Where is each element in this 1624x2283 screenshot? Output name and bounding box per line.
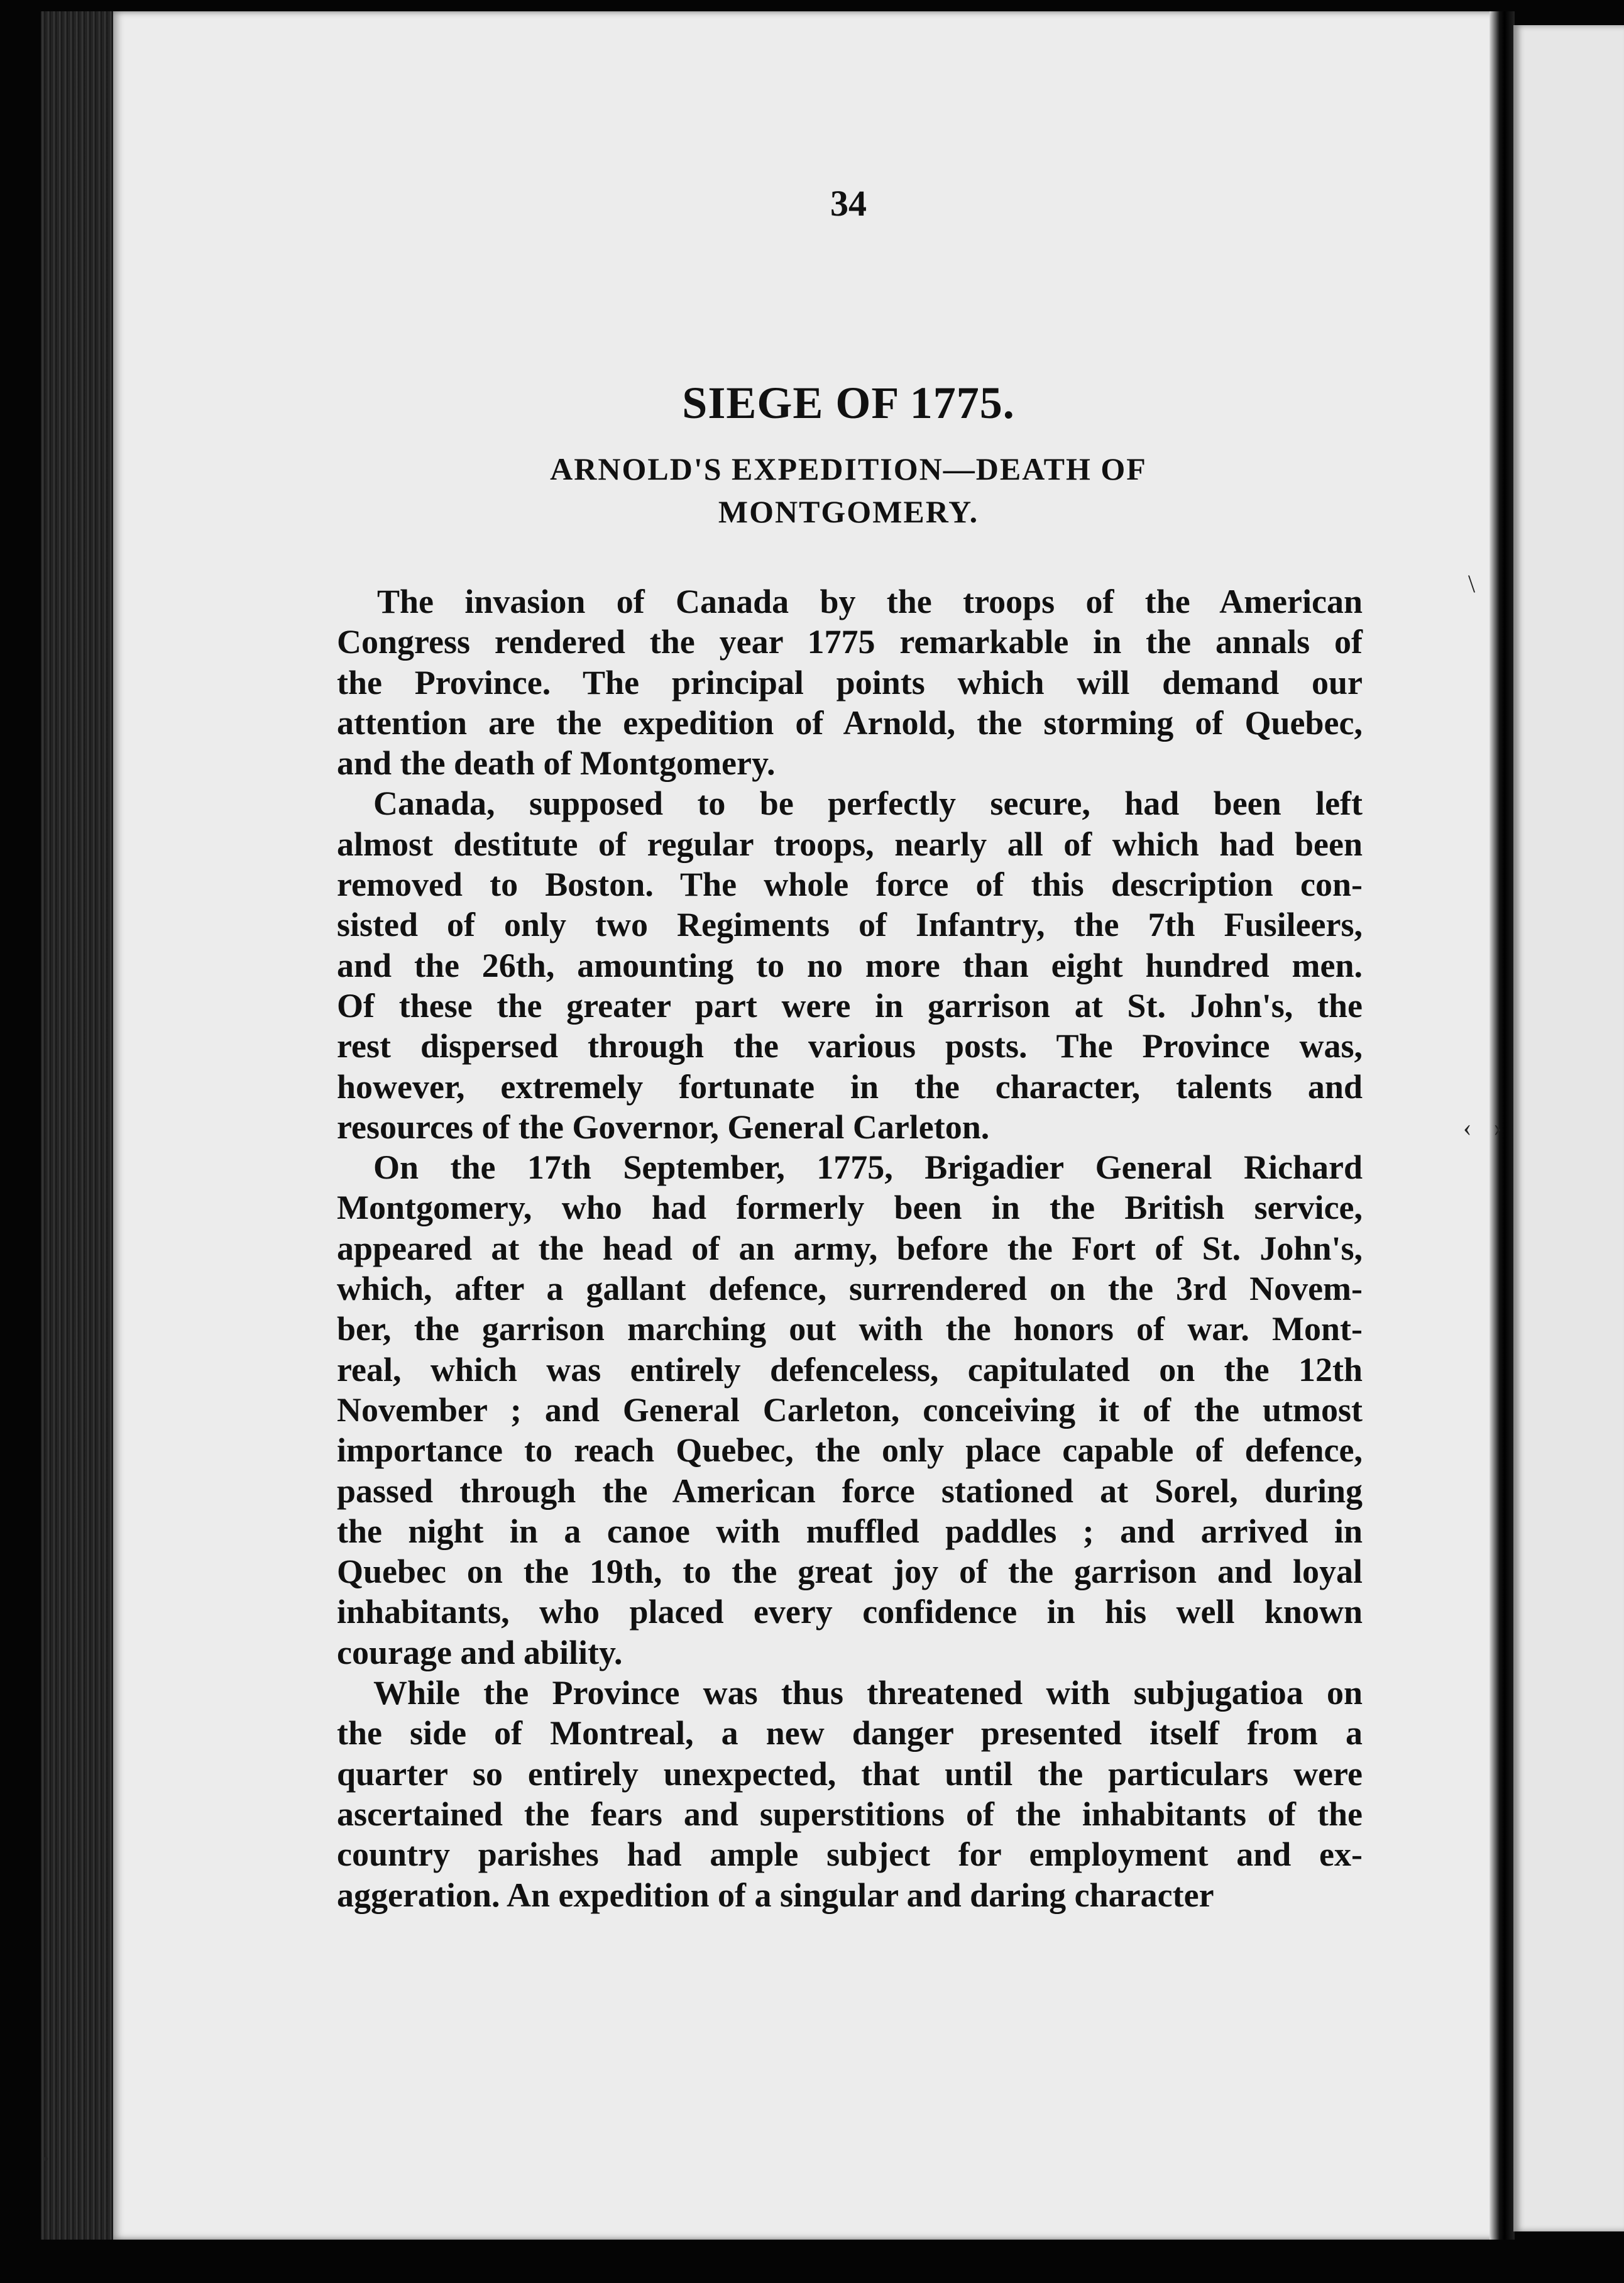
book-spine	[41, 11, 116, 2240]
text-line: attention are the expedition of Arnold, the storming of Quebec,	[337, 703, 1363, 742]
text-line: the side of Montreal, a new danger presented itself from a	[337, 1714, 1363, 1752]
text-line: Canada, supposed to be perfectly secure, had been left	[373, 784, 1363, 823]
text-line: passed through the American force stationed at Sorel, during	[337, 1472, 1363, 1510]
text-line: On the 17th September, 1775, Brigadier General Richard	[373, 1148, 1363, 1187]
facing-page-edge	[1513, 25, 1624, 2231]
paragraph	[337, 783, 1363, 1147]
text-line: the Province. The principal points which will demand our	[337, 663, 1363, 701]
page-number: 34	[830, 183, 867, 224]
text-line: inhabitants, who placed every confidence in his well known	[337, 1593, 1363, 1631]
margin-mark: ‹	[1463, 1113, 1472, 1142]
subtitle-line: ARNOLD'S EXPEDITION—DEATH OF	[550, 451, 1147, 487]
text-line: almost destitute of regular troops, nearly all of which had been	[337, 825, 1363, 863]
text-line: While the Province was thus threatened with subjugatioa on	[373, 1674, 1363, 1712]
text-line: ber, the garrison marching out with the honors of war. Mont-	[337, 1310, 1363, 1348]
text-line: Montgomery, who had formerly been in the British service,	[337, 1189, 1363, 1227]
text-line: however, extremely fortunate in the character, talents and	[337, 1067, 1363, 1106]
subtitle-line: MONTGOMERY.	[718, 494, 979, 529]
margin-mark: ›	[1493, 1113, 1502, 1142]
text-line: Congress rendered the year 1775 remarkable in the annals of	[337, 623, 1363, 661]
paragraph	[337, 1673, 1363, 1915]
margin-mark: •	[43, 2150, 49, 2169]
text-line: quarter so entirely unexpected, that until the particulars were	[337, 1754, 1363, 1793]
text-line: which, after a gallant defence, surrendered on the 3rd Novem-	[337, 1270, 1363, 1308]
chapter-subtitle	[339, 448, 1358, 533]
text-line: and the 26th, amounting to no more than eight hundred men.	[337, 946, 1363, 984]
text-line: real, which was entirely defenceless, capitulated on the 12th	[337, 1350, 1363, 1389]
text-line: the night in a canoe with muffled paddles ; and arrived in	[337, 1512, 1363, 1550]
text-line: November ; and General Carleton, conceiving it of the utmost	[337, 1390, 1363, 1429]
text-line: Quebec on the 19th, to the great joy of the garrison and loyal	[337, 1553, 1363, 1591]
text-line: courage and ability.	[337, 1633, 623, 1671]
text-line: Of these the greater part were in garrison at St. John's, the	[337, 986, 1363, 1025]
paragraph	[337, 1147, 1363, 1673]
text-line: aggeration. An expedition of a singular and daring character	[337, 1876, 1214, 1914]
margin-mark: \	[1468, 569, 1476, 598]
text-line: importance to reach Quebec, the only place capable of defence,	[337, 1431, 1363, 1470]
body-text	[337, 581, 1363, 1915]
text-line: rest dispersed through the various posts. The Province was,	[337, 1027, 1363, 1065]
text-line: ascertained the fears and superstitions of the inhabitants of the	[337, 1795, 1363, 1833]
text-line: and the death of Montgomery.	[337, 744, 776, 783]
text-line: appeared at the head of an army, before the Fort of St. John's,	[337, 1229, 1363, 1267]
text-line: country parishes had ample subject for employment and ex-	[337, 1835, 1363, 1874]
paragraph	[337, 581, 1363, 783]
text-line: The invasion of Canada by the troops of the American	[377, 583, 1363, 620]
chapter-title: SIEGE OF 1775.	[682, 378, 1015, 428]
text-line: resources of the Governor, General Carleton.	[337, 1108, 990, 1146]
text-line: removed to Boston. The whole force of this description con-	[337, 866, 1363, 904]
text-line: sisted of only two Regiments of Infantry, the 7th Fusileers,	[337, 906, 1363, 944]
